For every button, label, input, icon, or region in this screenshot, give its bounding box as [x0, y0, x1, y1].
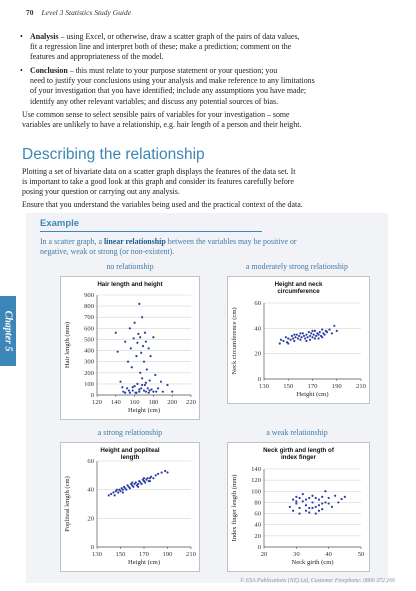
data-point — [141, 384, 143, 386]
x-tick-label: 50 — [357, 551, 365, 558]
y-tick-label: 300 — [84, 358, 94, 366]
x-axis-label: Neck girth (cm) — [291, 559, 334, 566]
data-point — [297, 337, 299, 339]
data-point — [161, 471, 163, 473]
data-point — [331, 332, 333, 334]
y-tick-label: 60 — [87, 458, 94, 465]
data-point — [304, 337, 306, 339]
y-tick-label: 20 — [87, 515, 94, 523]
data-point — [337, 501, 339, 503]
data-point — [122, 391, 124, 393]
data-point — [287, 342, 289, 344]
data-point — [295, 502, 297, 504]
data-point — [135, 392, 137, 394]
data-point — [138, 303, 140, 305]
x-axis-label: Height (cm) — [127, 407, 161, 414]
data-point — [341, 498, 343, 500]
data-point — [136, 383, 138, 385]
data-point — [292, 499, 294, 501]
data-point — [122, 489, 124, 491]
data-point — [293, 340, 295, 342]
data-point — [125, 489, 127, 491]
x-tick-label: 140 — [110, 399, 121, 406]
x-tick-label: 150 — [283, 383, 294, 390]
data-point — [144, 332, 146, 334]
data-point — [140, 352, 142, 354]
y-tick-label: 100 — [84, 380, 94, 388]
data-point — [302, 493, 304, 495]
y-tick-label: 0 — [257, 544, 261, 551]
x-tick-label: 220 — [186, 399, 196, 406]
data-point — [124, 341, 126, 343]
data-point — [135, 481, 137, 483]
data-point — [127, 361, 129, 363]
chart-title — [100, 447, 159, 461]
data-point — [279, 342, 281, 344]
data-point — [141, 316, 143, 318]
bullet-line: need to justify your conclusions using your analysis and make reference to any limitations — [30, 76, 315, 86]
data-point — [144, 481, 146, 483]
x-tick-label: 20 — [260, 551, 268, 558]
data-point — [148, 347, 150, 349]
data-point — [299, 339, 301, 341]
data-point — [336, 330, 338, 332]
y-tick-label: 0 — [257, 376, 261, 383]
chart-title-line: length — [120, 454, 140, 462]
page-header — [26, 8, 131, 17]
data-point — [308, 507, 310, 509]
data-point — [296, 334, 298, 336]
y-axis-label: Index finger length (mm) — [231, 474, 238, 542]
data-point — [136, 342, 138, 344]
x-tick-label: 170 — [139, 551, 149, 558]
data-point — [305, 334, 307, 336]
data-point — [129, 327, 131, 329]
example-heading: Example — [40, 218, 80, 229]
data-point — [313, 334, 315, 336]
chart-caption-moderate: a moderately strong relationship — [246, 262, 348, 271]
data-point — [119, 490, 121, 492]
y-tick-label: 200 — [84, 369, 94, 377]
data-point — [321, 496, 323, 498]
y-tick-label: 700 — [84, 314, 94, 322]
data-point — [315, 506, 317, 508]
data-point — [321, 336, 323, 338]
y-tick-label: 40 — [254, 325, 261, 333]
data-point — [314, 337, 316, 339]
data-point — [112, 491, 114, 493]
data-point — [298, 335, 300, 337]
data-point — [117, 491, 119, 493]
data-point — [305, 504, 307, 506]
data-point — [110, 493, 112, 495]
chart-popliteal — [60, 442, 200, 572]
data-point — [309, 335, 311, 337]
data-point — [289, 506, 291, 508]
data-point — [137, 483, 139, 485]
chart-title-line: circumference — [277, 288, 320, 296]
data-point — [145, 391, 147, 393]
example-text: In a scatter graph, a linear relationship between the variables may be positive or negative, weak or strong (or non-existent). — [40, 237, 297, 257]
y-tick-label: 140 — [251, 466, 261, 473]
data-point — [282, 340, 284, 342]
x-tick-label: 190 — [162, 551, 173, 558]
data-point — [132, 486, 134, 488]
data-point — [344, 496, 346, 498]
data-point — [149, 355, 151, 357]
data-point — [318, 510, 320, 512]
chart-neck-circumference-svg — [228, 277, 369, 403]
bullet-dot: • — [20, 66, 23, 75]
bullet-line: Conclusion – this must relate to your purpose statement or your question; you — [30, 66, 278, 75]
data-point — [154, 374, 156, 376]
data-point — [119, 381, 121, 383]
y-tick-label: 0 — [90, 392, 94, 399]
data-point — [130, 347, 132, 349]
data-point — [115, 332, 117, 334]
data-point — [321, 502, 323, 504]
data-point — [138, 388, 140, 390]
data-point — [117, 351, 119, 353]
plotting-paragraph: Plotting a set of bivariate data on a scatter graph displays the features of the data set. It is important to take a good look at this graph and consider its features carefully before posing your question or carrying out any analysis. — [22, 167, 296, 197]
data-point — [140, 387, 142, 389]
chart-neck-circumference — [227, 276, 370, 404]
data-point — [291, 335, 293, 337]
data-point — [302, 332, 304, 334]
data-point — [150, 388, 152, 390]
data-point — [280, 339, 282, 341]
data-point — [308, 511, 310, 513]
data-point — [135, 355, 137, 357]
y-tick-label: 40 — [87, 486, 94, 494]
data-point — [166, 471, 168, 473]
data-point — [124, 392, 126, 394]
data-point — [295, 496, 297, 498]
data-point — [333, 325, 335, 327]
chart-title-line: Neck girth and length of — [263, 447, 334, 454]
data-point — [131, 481, 133, 483]
data-point — [143, 477, 145, 479]
data-point — [142, 345, 144, 347]
x-tick-label: 210 — [356, 383, 366, 390]
data-point — [314, 330, 316, 332]
data-point — [318, 504, 320, 506]
x-tick-label: 40 — [325, 551, 332, 558]
data-point — [134, 322, 136, 324]
data-point — [303, 335, 305, 337]
data-point — [157, 473, 159, 475]
data-point — [155, 391, 157, 393]
bullet-line: fit a regression line and interpret both of these; make a prediction; comment on the — [30, 42, 292, 52]
data-point — [152, 477, 154, 479]
y-tick-label: 40 — [254, 521, 261, 529]
data-point — [324, 490, 326, 492]
page-footer: © ESA Publications (NZ) Ltd, Customer Freephone: 0800 372 266 — [239, 578, 395, 584]
page-number: 70 — [26, 8, 34, 17]
data-point — [128, 389, 130, 391]
data-point — [139, 336, 141, 338]
y-tick-label: 60 — [254, 510, 261, 518]
x-tick-label: 190 — [331, 383, 342, 390]
data-point — [302, 500, 304, 502]
y-tick-label: 900 — [84, 292, 94, 299]
chart-caption-no-relationship: no relationship — [106, 262, 154, 271]
data-point — [129, 487, 131, 489]
x-tick-label: 120 — [92, 399, 102, 406]
data-point — [311, 336, 313, 338]
data-point — [143, 361, 145, 363]
chart-popliteal-svg — [61, 443, 199, 571]
data-point — [164, 470, 166, 472]
y-tick-label: 500 — [84, 336, 94, 344]
data-point — [328, 329, 330, 331]
data-point — [324, 501, 326, 503]
data-point — [311, 501, 313, 503]
data-point — [137, 333, 139, 335]
data-point — [295, 500, 297, 502]
x-tick-label: 30 — [293, 551, 300, 558]
chart-index-finger-svg — [228, 443, 369, 571]
data-point — [145, 382, 147, 384]
data-point — [146, 368, 148, 370]
bullet-line: features and appropriateness of the model. — [30, 52, 164, 62]
data-point — [134, 385, 136, 387]
data-point — [305, 340, 307, 342]
data-point — [315, 512, 317, 514]
x-axis-label: Height (cm) — [296, 391, 329, 398]
data-point — [308, 497, 310, 499]
data-point — [141, 377, 143, 379]
chart-title-line: Hair length and height — [97, 281, 163, 288]
x-tick-label: 150 — [115, 551, 126, 558]
data-point — [146, 477, 148, 479]
data-point — [132, 386, 134, 388]
data-point — [157, 387, 159, 389]
data-point — [305, 510, 307, 512]
data-point — [139, 372, 141, 374]
data-point — [121, 386, 123, 388]
y-tick-label: 100 — [251, 488, 261, 496]
data-point — [324, 334, 326, 336]
data-point — [166, 384, 168, 386]
data-point — [292, 337, 294, 339]
data-point — [334, 495, 336, 497]
chart-hair-length — [60, 276, 200, 420]
x-tick-label: 200 — [167, 399, 178, 406]
chart-caption-strong: a strong relationship — [97, 428, 163, 437]
data-point — [326, 331, 328, 333]
y-tick-label: 600 — [84, 325, 94, 333]
data-point — [298, 512, 300, 514]
data-point — [148, 392, 150, 394]
data-point — [137, 486, 139, 488]
data-point — [328, 502, 330, 504]
data-point — [298, 507, 300, 509]
x-axis-label: Height (cm) — [127, 559, 161, 566]
common-sense-paragraph: Use common sense to select sensible pairs of variables for your investigation – some variables are unlikely to have a relationship, e.g. hair length of a person and their height. — [22, 110, 302, 130]
data-point — [129, 392, 131, 394]
chart-hair-length-svg — [61, 277, 199, 419]
chapter-tab — [0, 296, 16, 366]
y-tick-label: 20 — [254, 350, 261, 358]
y-tick-label: 60 — [254, 300, 261, 307]
ensure-paragraph: Ensure that you understand the variables being used and the practical context of the data. — [22, 200, 303, 209]
data-point — [150, 476, 152, 478]
data-point — [331, 506, 333, 508]
data-point — [317, 337, 319, 339]
y-tick-label: 20 — [254, 532, 261, 540]
chart-caption-weak: a weak relationship — [266, 428, 328, 437]
y-tick-label: 0 — [90, 544, 94, 551]
bullet-line: identify any other relevant variables; and discuss any potential sources of bias. — [30, 96, 279, 106]
x-tick-label: 160 — [129, 399, 140, 406]
data-point — [145, 341, 147, 343]
y-axis-label: Neck circumference (cm) — [231, 307, 238, 375]
data-point — [144, 384, 146, 386]
bullet-line: of your investigation that you have identified; include any assumptions you have made; — [30, 86, 307, 96]
y-axis-label: Hair length (mm) — [64, 321, 71, 369]
x-tick-label: 130 — [259, 383, 269, 390]
data-point — [171, 391, 173, 393]
data-point — [307, 336, 309, 338]
x-tick-label: 170 — [307, 383, 318, 390]
data-point — [290, 339, 292, 341]
data-point — [311, 507, 313, 509]
data-point — [141, 483, 143, 485]
data-point — [319, 331, 321, 333]
y-tick-label: 80 — [254, 499, 261, 507]
data-point — [149, 379, 151, 381]
data-point — [122, 491, 124, 493]
y-tick-label: 120 — [251, 477, 261, 485]
data-point — [133, 337, 135, 339]
y-axis-label: Popliteal length (cm) — [64, 476, 71, 532]
data-point — [160, 381, 162, 383]
chart-title-line: Height and neck — [274, 281, 323, 288]
data-point — [300, 336, 302, 338]
data-point — [310, 332, 312, 334]
x-tick-label: 180 — [148, 399, 159, 406]
data-point — [318, 499, 320, 501]
data-point — [114, 494, 116, 496]
data-point — [328, 497, 330, 499]
chapter-tab-label: Chapter 5 — [2, 310, 14, 352]
data-point — [315, 497, 317, 499]
data-point — [152, 391, 154, 393]
data-point — [299, 332, 301, 334]
data-point — [143, 389, 145, 391]
data-point — [131, 366, 133, 368]
data-point — [321, 508, 323, 510]
data-point — [305, 499, 307, 501]
data-point — [309, 339, 311, 341]
data-point — [155, 474, 157, 476]
bullet-dot: • — [20, 32, 23, 41]
data-point — [162, 391, 164, 393]
example-underline — [40, 231, 262, 232]
data-point — [126, 387, 128, 389]
book-title: Level 3 Statistics Study Guide — [41, 8, 132, 17]
chart-title — [263, 447, 335, 461]
y-tick-label: 400 — [84, 347, 94, 355]
data-point — [292, 510, 294, 512]
data-point — [294, 336, 296, 338]
data-point — [138, 391, 140, 393]
data-point — [311, 330, 313, 332]
chart-index-finger — [227, 442, 370, 572]
x-tick-label: 210 — [186, 551, 196, 558]
data-point — [298, 497, 300, 499]
data-point — [132, 389, 134, 391]
data-point — [287, 337, 289, 339]
data-point — [293, 334, 295, 336]
bullet-analysis — [20, 32, 382, 63]
chart-title — [97, 281, 162, 288]
bullet-conclusion — [20, 66, 382, 107]
data-point — [308, 331, 310, 333]
section-heading: Describing the relationship — [22, 146, 205, 163]
data-point — [147, 387, 149, 389]
bullet-line: Analysis – using Excel, or otherwise, draw a scatter graph of the pairs of data values, — [30, 32, 300, 41]
data-point — [321, 329, 323, 331]
data-point — [149, 480, 151, 482]
data-point — [315, 335, 317, 337]
chart-title-line: Height and popliteal — [100, 447, 160, 454]
data-point — [285, 336, 287, 338]
data-point — [317, 334, 319, 336]
data-point — [152, 336, 154, 338]
data-point — [311, 495, 313, 497]
chart-title-line: index finger — [280, 454, 317, 462]
data-point — [149, 389, 151, 391]
chart-title — [275, 281, 323, 295]
data-point — [116, 489, 118, 491]
x-tick-label: 130 — [92, 551, 102, 558]
y-tick-label: 800 — [84, 303, 94, 311]
data-point — [108, 494, 110, 496]
